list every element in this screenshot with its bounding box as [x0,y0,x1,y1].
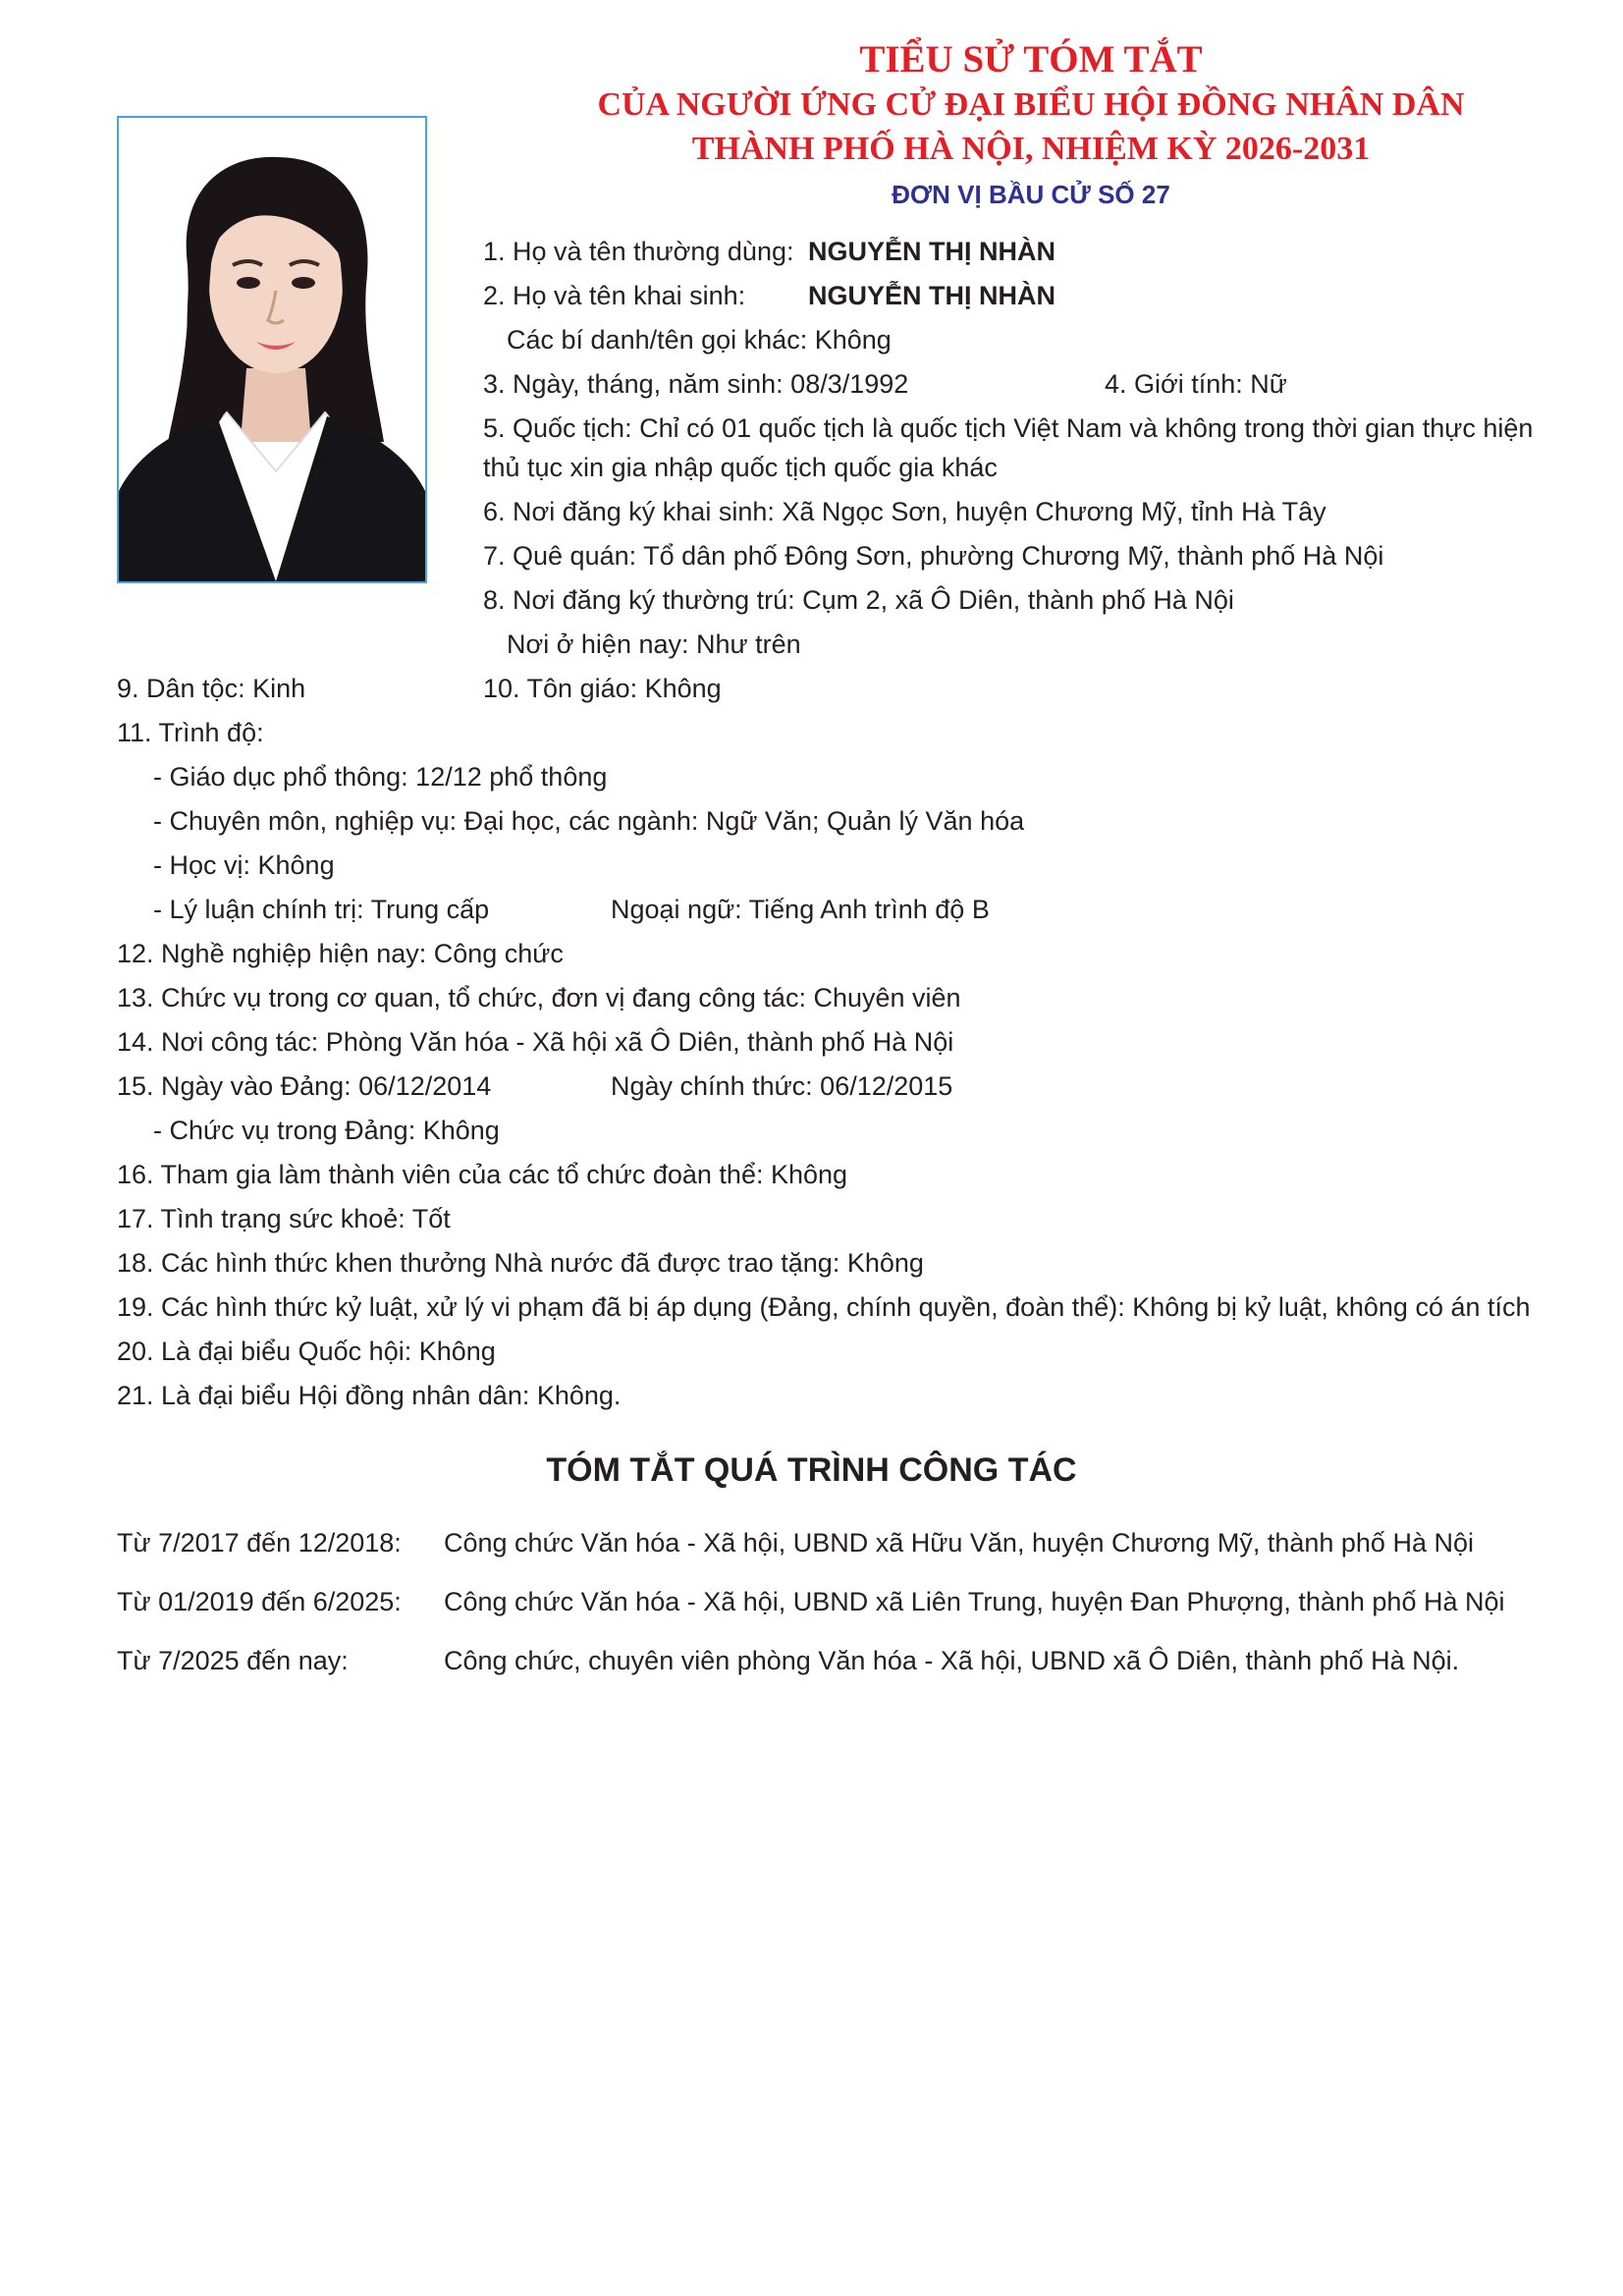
item-5-nationality-cont: thủ tục xin gia nhập quốc tịch quốc gia khác [483,453,998,482]
item-16-organizations: 16. Tham gia làm thành viên của các tổ chức đoàn thể: Không [117,1160,848,1189]
item-9-ethnicity: 9. Dân tộc: Kinh [117,674,306,703]
career-description: Công chức Văn hóa - Xã hội, UBND xã Liên Trung, huyện Đan Phượng, thành phố Hà Nội [444,1587,1505,1616]
electoral-unit: ĐƠN VỊ BẦU CỬ SỐ 27 [892,180,1170,209]
document-subtitle-1: CỦA NGƯỜI ỨNG CỬ ĐẠI BIỂU HỘI ĐỒNG NHÂN DÂN [597,86,1465,123]
item-3-birthdate: 3. Ngày, tháng, năm sinh: 08/3/1992 [483,369,909,399]
item-6-birth-registration: 6. Nơi đăng ký khai sinh: Xã Ngọc Sơn, huyện Chương Mỹ, tỉnh Hà Tây [483,497,1326,526]
item-15-official-date: Ngày chính thức: 06/12/2015 [611,1071,953,1101]
item-12-occupation: 12. Nghề nghiệp hiện nay: Công chức [117,939,564,968]
item-7-hometown: 7. Quê quán: Tổ dân phố Đông Sơn, phường Chương Mỹ, thành phố Hà Nội [483,541,1384,571]
item-11-education: 11. Trình độ: [117,718,264,747]
item-8-permanent-residence: 8. Nơi đăng ký thường trú: Cụm 2, xã Ô Diên, thành phố Hà Nội [483,585,1234,615]
item-2-value: NGUYỄN THỊ NHÀN [808,281,1056,310]
career-title: TÓM TẮT QUÁ TRÌNH CÔNG TÁC [546,1451,1077,1489]
item-1-value: NGUYỄN THỊ NHÀN [808,237,1056,266]
item-10-religion: 10. Tôn giáo: Không [483,674,722,703]
item-1-label: 1. Họ và tên thường dùng: [483,237,794,266]
document-title: TIỂU SỬ TÓM TẮT [859,38,1203,81]
item-21-peoples-council: 21. Là đại biểu Hội đồng nhân dân: Không. [117,1381,622,1410]
career-period: Từ 01/2019 đến 6/2025: [117,1587,402,1616]
item-13-position: 13. Chức vụ trong cơ quan, tổ chức, đơn vị đang công tác: Chuyên viên [117,983,961,1012]
item-15-party-join-date: 15. Ngày vào Đảng: 06/12/2014 [117,1071,492,1101]
career-period: Từ 7/2025 đến nay: [117,1646,349,1675]
item-11-degree: - Học vị: Không [153,850,335,880]
career-description: Công chức, chuyên viên phòng Văn hóa - Xã hội, UBND xã Ô Diên, thành phố Hà Nội. [444,1646,1460,1675]
item-4-gender: 4. Giới tính: Nữ [1105,369,1287,399]
item-2-label: 2. Họ và tên khai sinh: [483,281,746,310]
career-period: Từ 7/2017 đến 12/2018: [117,1528,402,1558]
item-17-health: 17. Tình trạng sức khoẻ: Tốt [117,1204,451,1233]
item-11-general-education: - Giáo dục phổ thông: 12/12 phổ thông [153,762,608,792]
item-20-national-assembly: 20. Là đại biểu Quốc hội: Không [117,1337,496,1366]
item-14-workplace: 14. Nơi công tác: Phòng Văn hóa - Xã hội xã Ô Diên, thành phố Hà Nội [117,1027,954,1057]
item-18-awards: 18. Các hình thức khen thưởng Nhà nước đã được trao tặng: Không [117,1248,924,1278]
item-current-residence: Nơi ở hiện nay: Như trên [507,629,801,659]
document-subtitle-2: THÀNH PHỐ HÀ NỘI, NHIỆM KỲ 2026-2031 [691,131,1371,167]
item-11-specialty: - Chuyên môn, nghiệp vụ: Đại học, các ngành: Ngữ Văn; Quản lý Văn hóa [153,806,1025,836]
item-11-political-theory: - Lý luận chính trị: Trung cấp [153,895,490,924]
item-5-nationality: 5. Quốc tịch: Chỉ có 01 quốc tịch là quốc tịch Việt Nam và không trong thời gian thực hiện [483,413,1534,443]
item-11-foreign-language: Ngoại ngữ: Tiếng Anh trình độ B [611,895,990,924]
item-19-discipline: 19. Các hình thức kỷ luật, xử lý vi phạm đã bị áp dụng (Đảng, chính quyền, đoàn thể): Không bị kỷ luật, không có án tích [117,1292,1531,1322]
item-15-party-position: - Chức vụ trong Đảng: Không [153,1116,500,1145]
item-alias: Các bí danh/tên gọi khác: Không [507,325,892,355]
career-description: Công chức Văn hóa - Xã hội, UBND xã Hữu Văn, huyện Chương Mỹ, thành phố Hà Nội [444,1528,1474,1558]
portrait-photo [117,116,427,583]
